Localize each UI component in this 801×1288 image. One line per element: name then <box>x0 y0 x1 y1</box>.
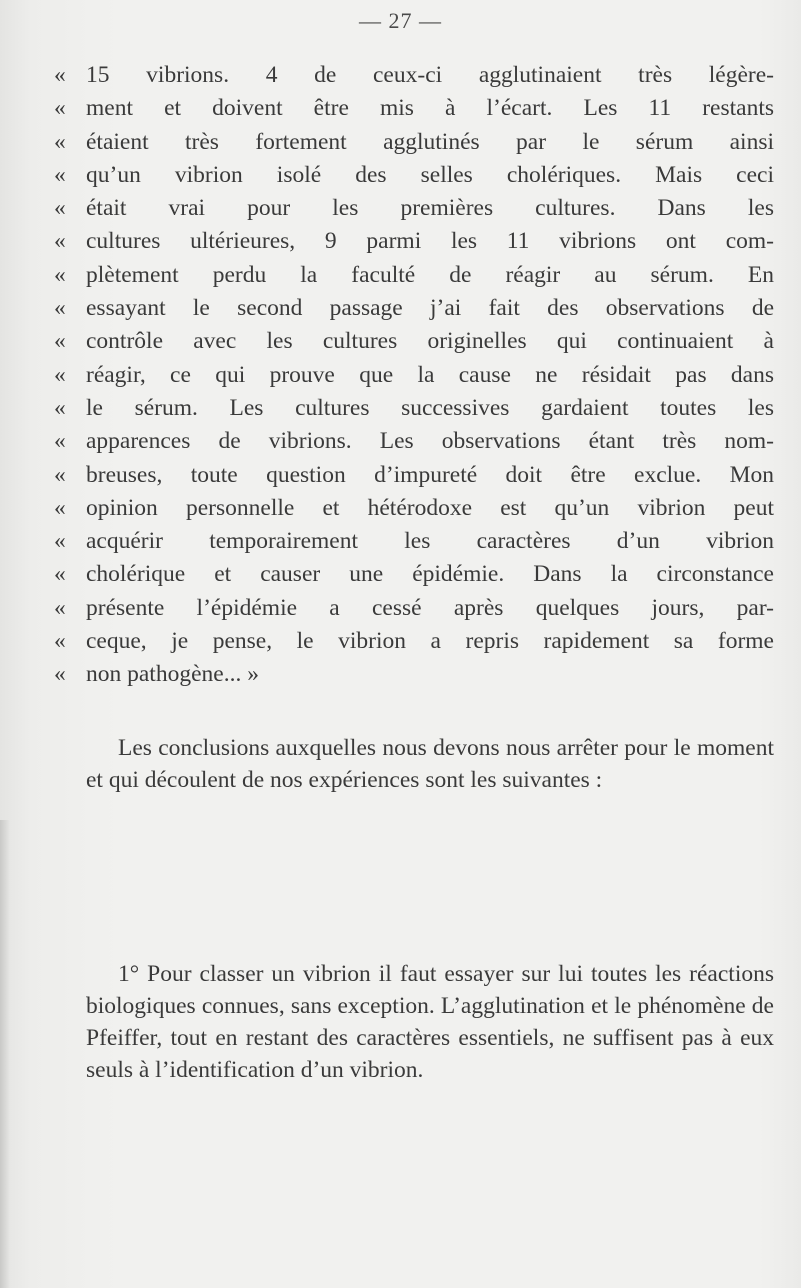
quote-line-text: qu’un vibrion isolé des selles cholériques. Mais ceci <box>86 161 774 188</box>
quote-line <box>54 62 774 95</box>
quote-line <box>54 561 774 594</box>
quote-line-text: était vrai pour les premières cultures. Dans les <box>86 195 774 222</box>
quote-mark: « <box>54 561 66 588</box>
quote-line-text: ment et doivent être mis à l’écart. Les 11 restants <box>86 95 774 122</box>
conclusion-paragraph <box>86 732 774 796</box>
quote-line <box>54 395 774 428</box>
page-number: — 27 — <box>359 8 442 33</box>
quote-mark: « <box>54 95 66 122</box>
quote-line <box>54 462 774 495</box>
quote-line-text: présente l’épidémie a cessé après quelques jours, par- <box>86 594 774 621</box>
quoted-passage <box>54 62 774 695</box>
quote-mark: « <box>54 261 66 288</box>
quote-line <box>54 595 774 628</box>
quote-mark: « <box>54 428 66 455</box>
quote-line <box>54 295 774 328</box>
quote-mark: « <box>54 461 66 488</box>
quote-line-text: acquérir temporairement les caractères d’un vibrion <box>86 528 774 555</box>
quote-mark: « <box>54 161 66 188</box>
quote-mark: « <box>54 594 66 621</box>
quote-line <box>54 362 774 395</box>
quote-line <box>54 129 774 162</box>
quote-mark: « <box>54 661 66 688</box>
quote-line-text: contrôle avec les cultures originelles qui continuaient à <box>86 328 774 355</box>
quote-line-text: plètement perdu la faculté de réagir au sérum. En <box>86 261 774 288</box>
quote-line <box>54 228 774 261</box>
quote-mark: « <box>54 528 66 555</box>
quote-mark: « <box>54 628 66 655</box>
quote-line-text: réagir, ce qui prouve que la cause ne résidait pas dans <box>86 361 774 388</box>
quote-line <box>54 195 774 228</box>
quote-line-text: étaient très fortement agglutinés par le sérum ainsi <box>86 128 774 155</box>
quote-line <box>54 528 774 561</box>
quote-mark: « <box>54 228 66 255</box>
quote-mark: « <box>54 361 66 388</box>
quote-line <box>54 262 774 295</box>
quote-line <box>54 95 774 128</box>
quote-line-text: non pathogène... » <box>86 661 259 688</box>
quote-line-text: 15 vibrions. 4 de ceux-ci agglutinaient très légère- <box>86 62 774 88</box>
quote-line <box>54 628 774 661</box>
quote-line-text: cholérique et causer une épidémie. Dans la circonstance <box>86 561 774 588</box>
quote-mark: « <box>54 394 66 421</box>
quote-mark: « <box>54 328 66 355</box>
quote-mark: « <box>54 295 66 322</box>
quote-line <box>54 661 774 694</box>
quote-line-text: breuses, toute question d’impureté doit être exclue. Mon <box>86 461 774 488</box>
quote-line-text: cultures ultérieures, 9 parmi les 11 vibrions ont com- <box>86 228 774 255</box>
point-1-text: 1° Pour classer un vibrion il faut essayer sur lui toutes les réactions biologiques connues, sans exception. L’agglutination et le phénomène de Pfeiffer, tout en restant des caractères essentiels, ne suffisent pas à eux seuls à l’identification d’un vibrion. <box>86 961 774 1083</box>
quote-line <box>54 428 774 461</box>
quote-mark: « <box>54 128 66 155</box>
quote-line-text: apparences de vibrions. Les observations étant très nom- <box>86 428 774 455</box>
quote-mark: « <box>54 195 66 222</box>
quote-line-text: essayant le second passage j’ai fait des observations de <box>86 295 774 322</box>
quote-line <box>54 162 774 195</box>
conclusion-text: Les conclusions auxquelles nous devons nous arrêter pour le moment et qui découlent de nos expériences sont les suivantes : <box>86 735 774 793</box>
point-1-paragraph <box>86 958 774 1086</box>
quote-mark: « <box>54 494 66 521</box>
binding-shadow <box>0 820 10 1288</box>
quote-line-text: le sérum. Les cultures successives gardaient toutes les <box>86 394 774 421</box>
quote-mark: « <box>54 62 66 88</box>
quote-line <box>54 495 774 528</box>
quote-line <box>54 328 774 361</box>
quote-line-text: ceque, je pense, le vibrion a repris rapidement sa forme <box>86 628 774 655</box>
quote-line-text: opinion personnelle et hétérodoxe est qu’un vibrion peut <box>86 494 774 521</box>
